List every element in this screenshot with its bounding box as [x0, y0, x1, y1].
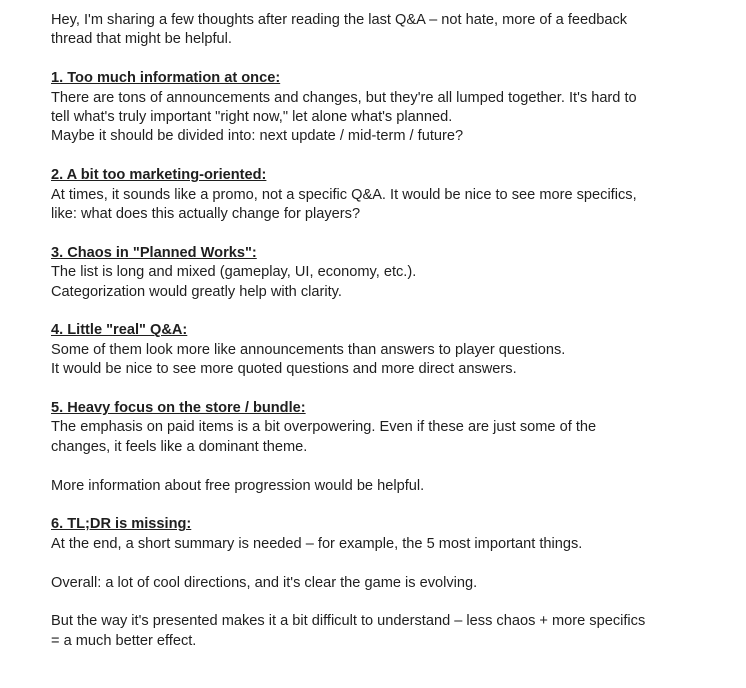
section-2-line: like: what does this actually change for players? [51, 206, 361, 223]
section-2-heading: 2. A bit too marketing-oriented: [51, 167, 267, 184]
section-5-heading: 5. Heavy focus on the store / bundle: [51, 400, 306, 417]
closing-line: = a much better effect. [51, 632, 197, 649]
free-progression-note [51, 477, 691, 496]
section-3-line: The list is long and mixed (gameplay, UI, economy, etc.). [51, 264, 417, 281]
section-1-heading: 1. Too much information at once: [51, 70, 281, 87]
section-4-line: It would be nice to see more quoted questions and more direct answers. [51, 361, 517, 378]
section-6 [51, 515, 691, 554]
section-5-line: The emphasis on paid items is a bit overpowering. Even if these are just some of the [51, 419, 597, 436]
section-6-heading: 6. TL;DR is missing: [51, 516, 192, 533]
free-progression-line: More information about free progression would be helpful. [51, 477, 425, 494]
section-1-line: Maybe it should be divided into: next update / mid-term / future? [51, 128, 464, 145]
section-4 [51, 321, 691, 379]
section-3 [51, 244, 691, 302]
section-1-line: tell what's truly important "right now," let alone what's planned. [51, 109, 453, 126]
document-body [51, 11, 691, 671]
closing-line: But the way it's presented makes it a bit difficult to understand – less chaos + more specifics [51, 613, 646, 630]
section-1 [51, 69, 691, 147]
section-4-heading: 4. Little "real" Q&A: [51, 322, 188, 339]
intro-line: Hey, I'm sharing a few thoughts after reading the last Q&A – not hate, more of a feedback [51, 12, 628, 28]
section-2-line: At times, it sounds like a promo, not a specific Q&A. It would be nice to see more specifics, [51, 186, 637, 203]
section-6-line: At the end, a short summary is needed – for example, the 5 most important things. [51, 535, 583, 552]
intro-line: thread that might be helpful. [51, 31, 232, 48]
section-4-line: Some of them look more like announcements than answers to player questions. [51, 341, 566, 358]
section-3-heading: 3. Chaos in "Planned Works": [51, 244, 257, 261]
closing-paragraph [51, 612, 691, 651]
section-1-line: There are tons of announcements and changes, but they're all lumped together. It's hard to [51, 89, 637, 106]
intro-paragraph [51, 11, 691, 50]
overall-line: Overall: a lot of cool directions, and it's clear the game is evolving. [51, 574, 478, 591]
overall-paragraph [51, 574, 691, 593]
section-5-line: changes, it feels like a dominant theme. [51, 438, 308, 455]
section-5 [51, 399, 691, 457]
section-3-line: Categorization would greatly help with clarity. [51, 283, 342, 300]
section-2 [51, 166, 691, 224]
